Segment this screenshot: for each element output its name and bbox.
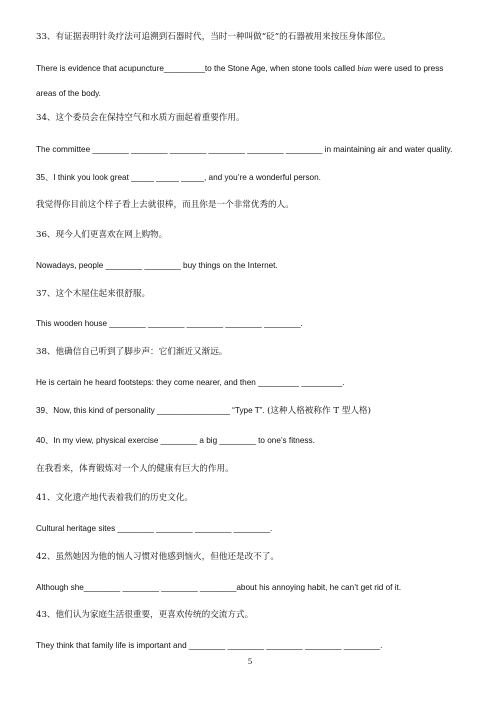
q33-english-part2: to the Stone Age, when stone tools called [204,64,358,73]
q37-english: This wooden house ________ ________ ________ ________ ________. [36,319,303,328]
q38-english: He is certain he heard footsteps: they come nearer, and then _________ _________. [36,378,345,387]
q33-english-part3: were used to press [371,64,444,73]
q36-english: Nowadays, people ________ ________ buy things on the Internet. [36,261,278,270]
q41-english: Cultural heritage sites ________ ________ ________ ________. [36,524,273,533]
q33-english [36,63,464,74]
q39-english: 39、Now, this kind of personality ________________ “Type T”. [36,406,265,415]
q38-chinese: 38、他确信自己听到了脚步声：它们渐近又渐远。 [36,347,228,357]
q37-chinese: 37、这个木屋住起来很舒服。 [36,289,151,299]
q43-english: They think that family life is important and ________ ________ ________ ________ ________. [36,641,383,650]
q35-chinese: 我觉得你目前这个样子看上去就很棒，而且你是一个非常优秀的人。 [36,200,294,210]
q43-chinese: 43、他们认为家庭生活很重要，更喜欢传统的交流方式。 [36,610,254,620]
q35-english: 35、I think you look great _____ _____ _____, and you’re a wonderful person. [36,173,321,182]
q41-chinese: 41、文化遗产地代表着我们的历史文化。 [36,493,194,503]
q33-bian-term: bian [357,64,372,73]
q33-english-continued: areas of the body. [36,89,101,98]
q40-english: 40、In my view, physical exercise ________ a big ________ to one’s fitness. [36,436,315,445]
q33-chinese: 33、有证据表明针灸疗法可追溯到石器时代，当时一种叫做“砭”的石器被用来按压身体部位。 [36,32,391,42]
q40-chinese: 在我看来，体育锻炼对一个人的健康有巨大的作用。 [36,464,234,474]
q34-chinese: 34、这个委员会在保持空气和水质方面起着重要作用。 [36,113,245,123]
page-number: 5 [247,656,253,666]
q33-english-part1: There is evidence that acupuncture [36,64,164,73]
q36-chinese: 36、现今人们更喜欢在网上购物。 [36,230,168,240]
q42-english: Although she________ ________ ________ ________about his annoying habit, he can’t get rid of it. [36,583,402,592]
q34-english: The committee ________ ________ ________ ________ ________ ________ in maintaining air and water quality. [36,145,453,154]
q33-blank: _________ [163,64,205,73]
q39-line [36,405,464,417]
q39-chinese: (这种人格被称作 T 型人格) [267,406,371,416]
q42-chinese: 42、虽然她因为他的恼人习惯对他感到恼火，但他还是改不了。 [36,552,279,562]
